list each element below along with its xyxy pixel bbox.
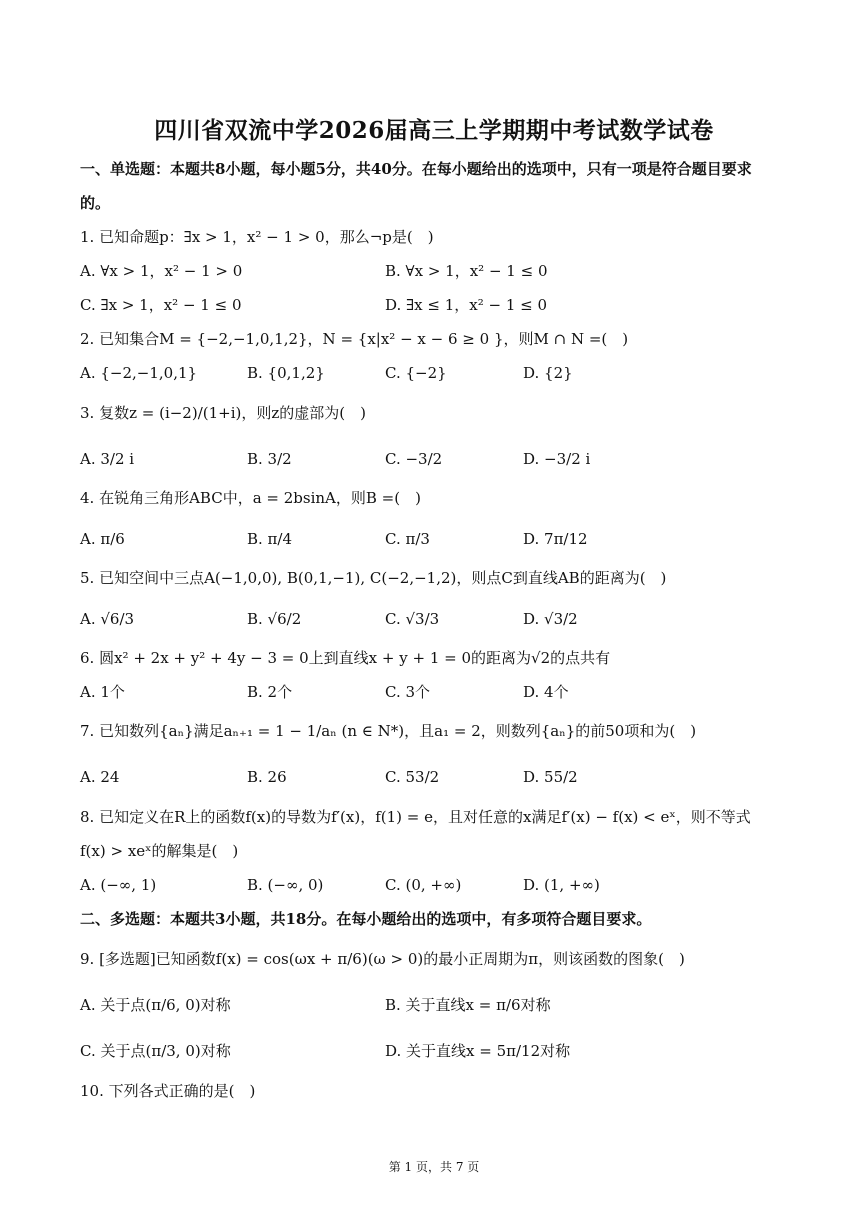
q2-option-d: D. {2} — [523, 364, 573, 382]
q2-option-c: C. {−2} — [385, 364, 447, 382]
q4-option-c: C. π/3 — [385, 530, 430, 548]
question-5-stem: 5. 已知空间中三点A(−1,0,0), B(0,1,−1), C(−2,−1,2)，则点C到直线AB的距离为( ) — [80, 569, 667, 587]
q8-option-b: B. (−∞, 0) — [247, 876, 324, 894]
q1-option-c: C. ∃x > 1，x² − 1 ≤ 0 — [80, 296, 242, 314]
q9-option-b: B. 关于直线x = π/6对称 — [385, 996, 551, 1014]
q8-option-c: C. (0, +∞) — [385, 876, 462, 894]
q6-option-d: D. 4个 — [523, 683, 569, 701]
q2-option-b: B. {0,1,2} — [247, 364, 325, 382]
q3-option-a: A. 3/2 i — [80, 450, 135, 468]
q7-option-d: D. 55/2 — [523, 768, 578, 786]
q8-option-a: A. (−∞, 1) — [80, 876, 157, 894]
q2-option-a: A. {−2,−1,0,1} — [80, 364, 198, 382]
q3-option-c: C. −3/2 — [385, 450, 443, 468]
q5-option-b: B. √6/2 — [247, 610, 302, 628]
q3-option-d: D. −3/2 i — [523, 450, 591, 468]
question-1-stem: 1. 已知命题p：∃x > 1，x² − 1 > 0，那么¬p是( ) — [80, 228, 434, 246]
q7-option-c: C. 53/2 — [385, 768, 440, 786]
q1-option-d: D. ∃x ≤ 1，x² − 1 ≤ 0 — [385, 296, 548, 314]
section2-heading: 二、多选题：本题共3小题，共18分。在每小题给出的选项中，有多项符合题目要求。 — [80, 910, 652, 928]
q4-option-d: D. 7π/12 — [523, 530, 588, 548]
section1-heading: 一、单选题：本题共8小题，每小题5分，共40分。在每小题给出的选项中，只有一项是符合题目要求 — [80, 160, 752, 178]
question-4-stem: 4. 在锐角三角形ABC中，a = 2bsinA，则B =( ) — [80, 489, 421, 507]
q1-option-b: B. ∀x > 1，x² − 1 ≤ 0 — [385, 262, 548, 280]
question-7-stem: 7. 已知数列{aₙ}满足aₙ₊₁ = 1 − 1/aₙ (n ∈ N*)，且a₁ = 2，则数列{aₙ}的前50项和为( ) — [80, 722, 697, 740]
question-6-stem: 6. 圆x² + 2x + y² + 4y − 3 = 0上到直线x + y + 1 = 0的距离为√2的点共有 — [80, 649, 611, 667]
page-title: 四川省双流中学2026届高三上学期期中考试数学试卷 — [154, 117, 714, 144]
page-footer: 第 1 页，共 7 页 — [388, 1160, 480, 1174]
question-10-stem: 10. 下列各式正确的是( ) — [80, 1082, 256, 1100]
q4-option-a: A. π/6 — [80, 530, 125, 548]
q7-option-b: B. 26 — [247, 768, 287, 786]
q3-option-b: B. 3/2 — [247, 450, 292, 468]
q5-option-a: A. √6/3 — [80, 610, 135, 628]
question-9-stem: 9. [多选题]已知函数f(x) = cos(ωx + π/6)(ω > 0)的最小正周期为π，则该函数的图象( ) — [80, 950, 685, 968]
q7-option-a: A. 24 — [80, 768, 120, 786]
q1-option-a: A. ∀x > 1，x² − 1 > 0 — [80, 262, 243, 280]
question-2-stem: 2. 已知集合M = {−2,−1,0,1,2}，N = {x|x² − x − 6 ≥ 0 }，则M ∩ N =( ) — [80, 330, 629, 348]
question-8-stem-cont: f(x) > xeˣ的解集是( ) — [80, 842, 239, 860]
q8-option-d: D. (1, +∞) — [523, 876, 600, 894]
q9-option-a: A. 关于点(π/6, 0)对称 — [80, 996, 231, 1014]
q6-option-a: A. 1个 — [80, 683, 125, 701]
q6-option-b: B. 2个 — [247, 683, 293, 701]
q9-option-c: C. 关于点(π/3, 0)对称 — [80, 1042, 231, 1060]
q4-option-b: B. π/4 — [247, 530, 293, 548]
q9-option-d: D. 关于直线x = 5π/12对称 — [385, 1042, 571, 1060]
q5-option-c: C. √3/3 — [385, 610, 440, 628]
question-3-stem: 3. 复数z = (i−2)/(1+i)，则z的虚部为( ) — [80, 404, 366, 422]
q5-option-d: D. √3/2 — [523, 610, 578, 628]
section1-heading-cont: 的。 — [80, 194, 111, 212]
q6-option-c: C. 3个 — [385, 683, 431, 701]
question-8-stem: 8. 已知定义在R上的函数f(x)的导数为f′(x)，f(1) = e，且对任意的x满足f′(x) − f(x) < eˣ，则不等式 — [80, 808, 751, 826]
